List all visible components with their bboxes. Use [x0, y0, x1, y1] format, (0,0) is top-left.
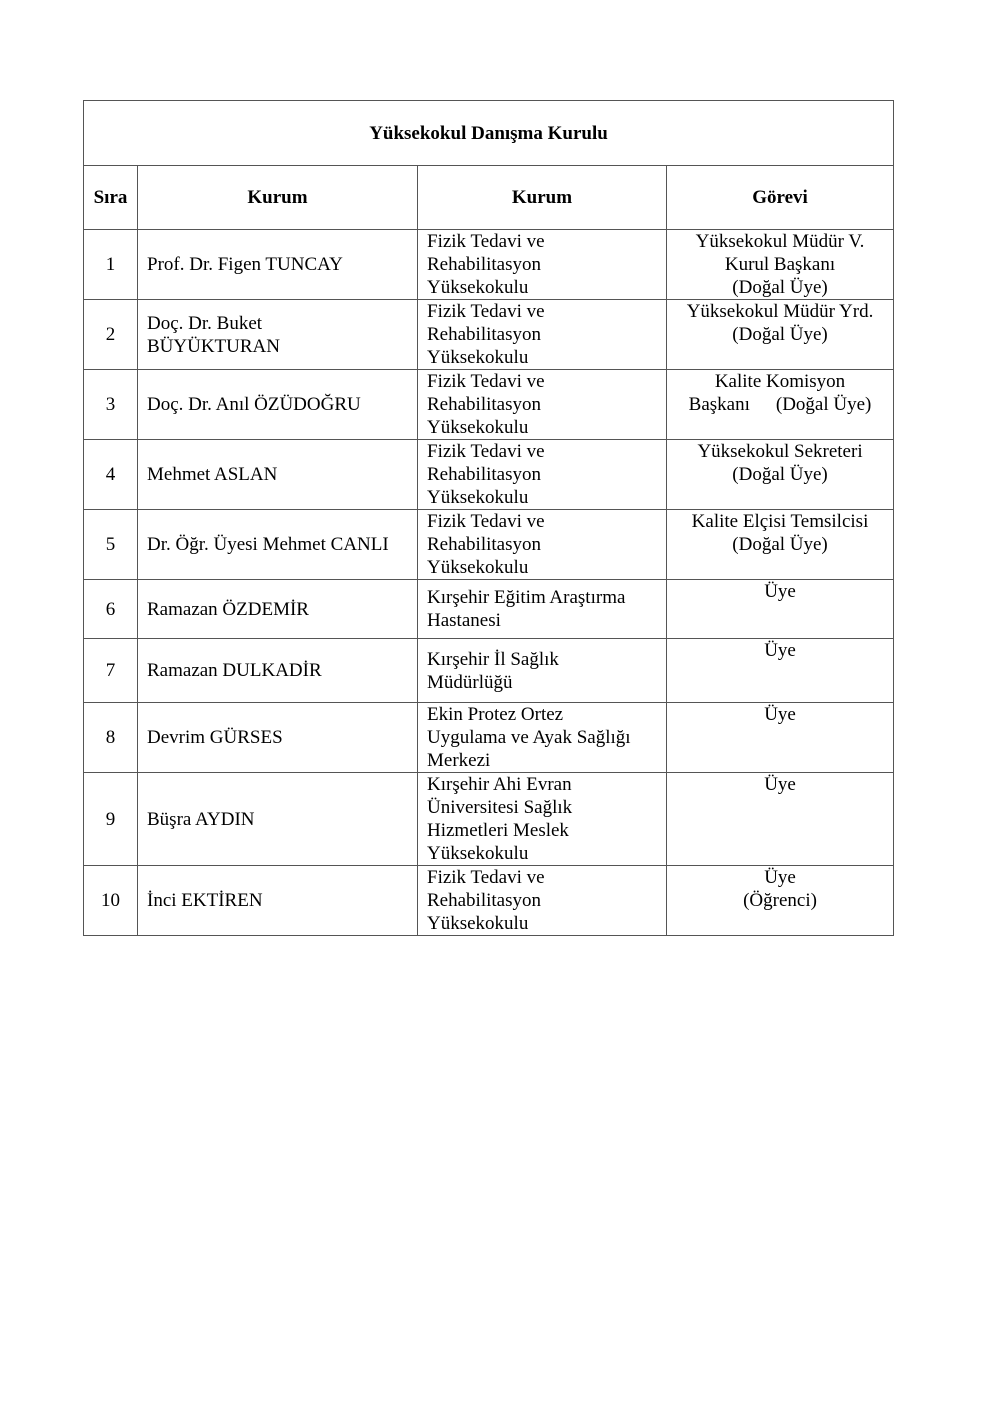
- member-role: Üye: [667, 580, 894, 639]
- member-role: Üye: [667, 703, 894, 773]
- table-row: [84, 773, 894, 866]
- member-name: Devrim GÜRSES: [138, 703, 418, 773]
- table-title: Yüksekokul Danışma Kurulu: [84, 101, 894, 166]
- member-role: Üye (Öğrenci): [667, 866, 894, 936]
- member-role: Üye: [667, 773, 894, 866]
- table-row: [84, 300, 894, 370]
- member-name: Ramazan ÖZDEMİR: [138, 580, 418, 639]
- advisory-board-table: [83, 100, 894, 936]
- member-role: Kalite Komisyon Başkanı (Doğal Üye): [667, 370, 894, 440]
- member-name: Prof. Dr. Figen TUNCAY: [138, 230, 418, 300]
- member-institution: Fizik Tedavi ve Rehabilitasyon Yüksekokulu: [418, 370, 667, 440]
- member-institution: Kırşehir İl Sağlık Müdürlüğü: [418, 639, 667, 703]
- table-row: [84, 866, 894, 936]
- row-number: 9: [84, 773, 138, 866]
- member-name: Ramazan DULKADİR: [138, 639, 418, 703]
- member-name: Doç. Dr. Buket BÜYÜKTURAN: [138, 300, 418, 370]
- table-row: [84, 230, 894, 300]
- member-role: Yüksekokul Sekreteri (Doğal Üye): [667, 440, 894, 510]
- member-institution: Fizik Tedavi ve Rehabilitasyon Yüksekokulu: [418, 866, 667, 936]
- row-number: 10: [84, 866, 138, 936]
- table-row: [84, 510, 894, 580]
- member-name: Dr. Öğr. Üyesi Mehmet CANLI: [138, 510, 418, 580]
- member-name: Mehmet ASLAN: [138, 440, 418, 510]
- member-role: Kalite Elçisi Temsilcisi (Doğal Üye): [667, 510, 894, 580]
- row-number: 7: [84, 639, 138, 703]
- member-name: Büşra AYDIN: [138, 773, 418, 866]
- member-institution: Kırşehir Eğitim Araştırma Hastanesi: [418, 580, 667, 639]
- member-name: Doç. Dr. Anıl ÖZÜDOĞRU: [138, 370, 418, 440]
- row-number: 6: [84, 580, 138, 639]
- table-row: [84, 703, 894, 773]
- header-gorevi: Görevi: [667, 166, 894, 230]
- table-row: [84, 580, 894, 639]
- table-title-row: [84, 101, 894, 166]
- member-institution: Ekin Protez Ortez Uygulama ve Ayak Sağlığı Merkezi: [418, 703, 667, 773]
- member-role: Yüksekokul Müdür V. Kurul Başkanı (Doğal Üye): [667, 230, 894, 300]
- table-row: [84, 370, 894, 440]
- header-kurum-institution: Kurum: [418, 166, 667, 230]
- row-number: 5: [84, 510, 138, 580]
- member-institution: Fizik Tedavi ve Rehabilitasyon Yüksekokulu: [418, 300, 667, 370]
- table-row: [84, 440, 894, 510]
- member-role: Üye: [667, 639, 894, 703]
- row-number: 8: [84, 703, 138, 773]
- member-institution: Fizik Tedavi ve Rehabilitasyon Yüksekokulu: [418, 440, 667, 510]
- member-role: Yüksekokul Müdür Yrd. (Doğal Üye): [667, 300, 894, 370]
- table-header-row: [84, 166, 894, 230]
- header-sira: Sıra: [84, 166, 138, 230]
- member-name: İnci EKTİREN: [138, 866, 418, 936]
- table-row: [84, 639, 894, 703]
- header-kurum-name: Kurum: [138, 166, 418, 230]
- member-institution: Fizik Tedavi ve Rehabilitasyon Yüksekokulu: [418, 510, 667, 580]
- member-institution: Kırşehir Ahi Evran Üniversitesi Sağlık Hizmetleri Meslek Yüksekokulu: [418, 773, 667, 866]
- member-institution: Fizik Tedavi ve Rehabilitasyon Yüksekokulu: [418, 230, 667, 300]
- row-number: 1: [84, 230, 138, 300]
- row-number: 2: [84, 300, 138, 370]
- row-number: 4: [84, 440, 138, 510]
- row-number: 3: [84, 370, 138, 440]
